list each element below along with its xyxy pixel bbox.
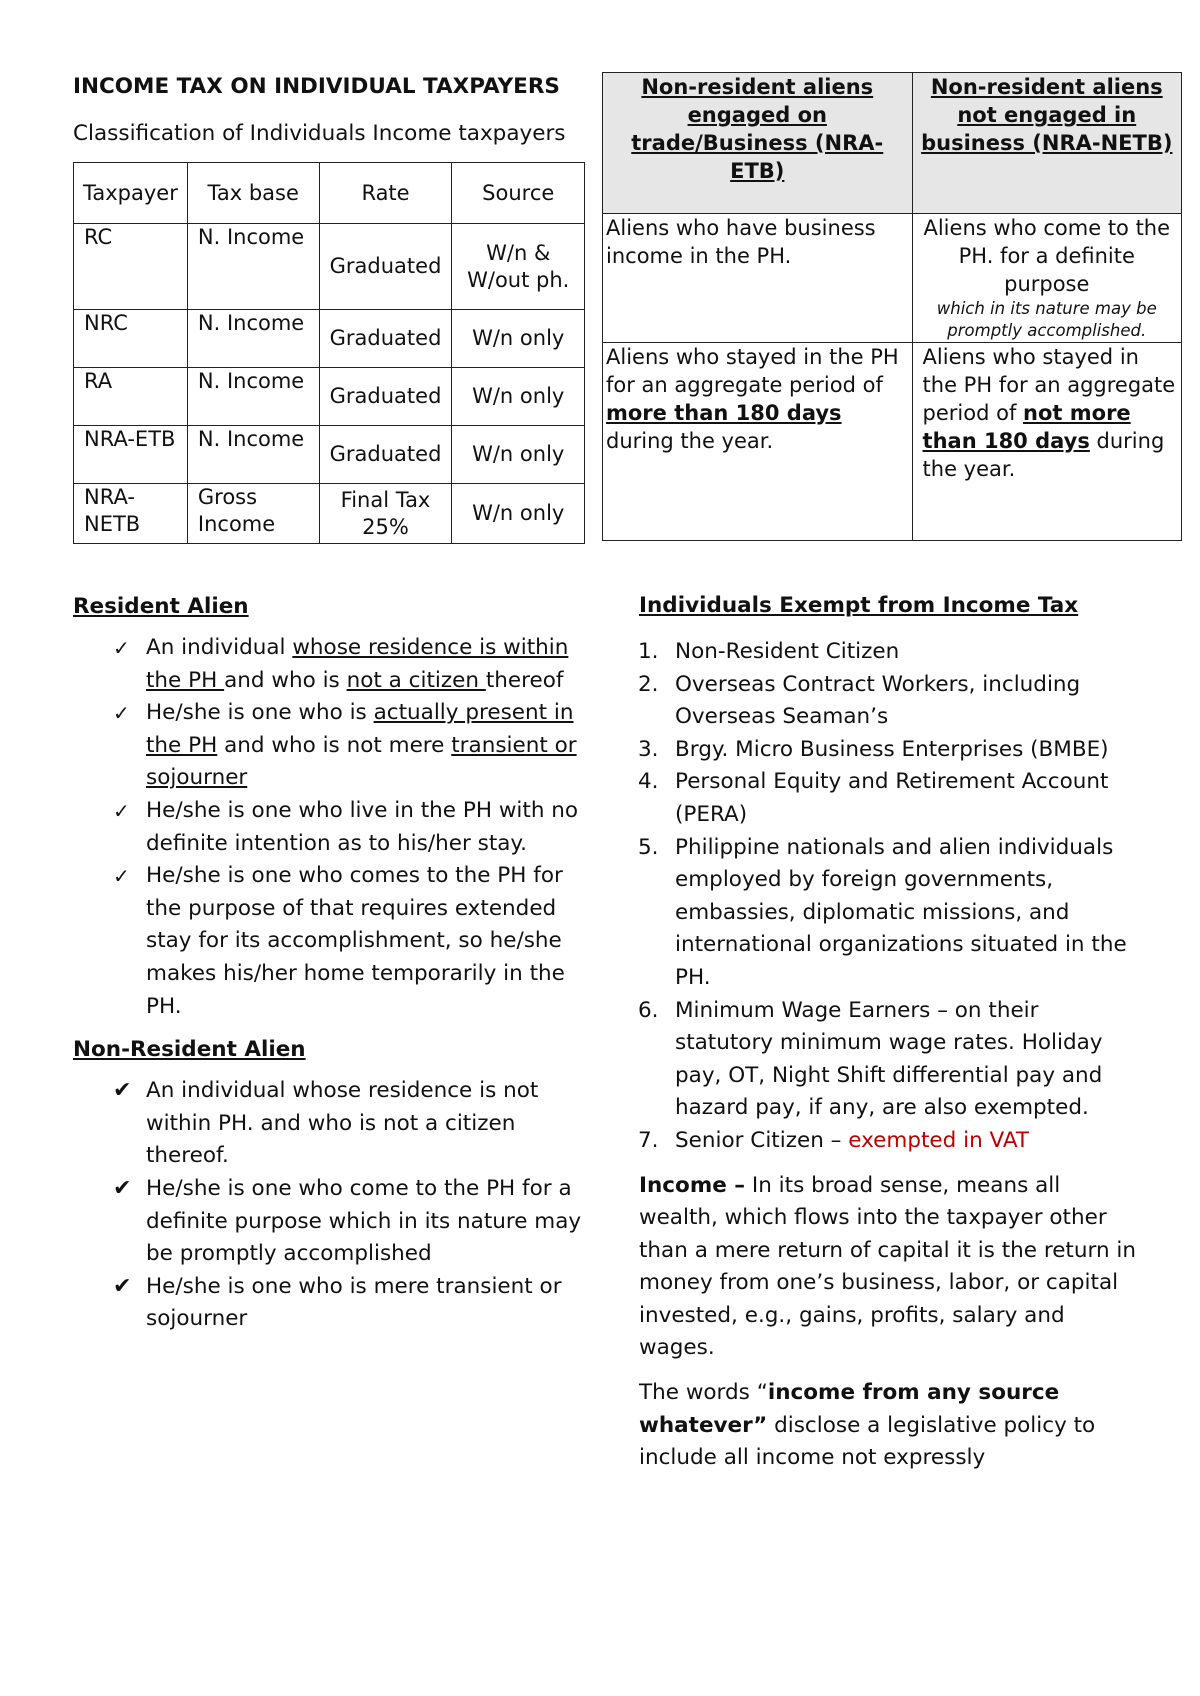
- non-resident-alien-section: [73, 1035, 593, 1336]
- cell-netb-definite-purpose: Aliens who come to the PH. for a definite purpose which in its nature may be promptly accomplished.: [912, 214, 1181, 343]
- resident-alien-section: [73, 592, 593, 1023]
- header-nra-netb: Non-resident aliens not engaged in business (NRA-NETB): [912, 73, 1181, 214]
- alien-table-header-row: [603, 73, 1182, 214]
- table-row: [74, 224, 585, 310]
- cell-rate: Graduated: [319, 368, 452, 426]
- cell-tax-base: N. Income: [187, 224, 319, 310]
- cell-etb-more-than-180-days: Aliens who stayed in the PH for an aggregate period of more than 180 days during the year.: [603, 343, 913, 541]
- cell-tax-base: N. Income: [187, 310, 319, 368]
- cell-rate: Graduated: [319, 426, 452, 484]
- cell-taxpayer: NRA-NETB: [74, 484, 188, 544]
- list-item: 7. Senior Citizen – exempted in VAT: [638, 1127, 1030, 1153]
- header-rate: Rate: [319, 163, 452, 224]
- checkmark-icon: ✓: [113, 798, 130, 823]
- checkmark-icon: ✓: [113, 701, 130, 726]
- subtitle: Classification of Individuals Income taxpayers: [73, 121, 566, 146]
- vat-note: exempted in VAT: [848, 1127, 1030, 1153]
- cell-rate: Final Tax 25%: [319, 484, 452, 544]
- table-row: [603, 214, 1182, 343]
- non-resident-alien-list: [73, 1075, 593, 1336]
- cell-taxpayer: RC: [74, 224, 188, 310]
- non-resident-alien-table: [602, 72, 1182, 541]
- cell-tax-base: N. Income: [187, 368, 319, 426]
- cell-rate: Graduated: [319, 310, 452, 368]
- taxpayer-classification-table: [73, 162, 585, 544]
- header-source: Source: [452, 163, 585, 224]
- list-item: ✔ He/she is one who is mere transient or sojourner: [73, 1271, 593, 1336]
- list-item: 6. Minimum Wage Earners – on their statutory minimum wage rates. Holiday pay, OT, Night Shift differential pay and hazard pay, if any, are also exempted.: [638, 997, 1103, 1121]
- header-tax-base: Tax base: [187, 163, 319, 224]
- table-header-row: [74, 163, 585, 224]
- exempt-heading: Individuals Exempt from Income Tax: [639, 593, 1079, 618]
- table-row: [74, 484, 585, 544]
- left-column: [73, 70, 593, 1336]
- resident-alien-heading: Resident Alien: [73, 594, 249, 619]
- cell-source: W/n only: [452, 368, 585, 426]
- income-from-any-source: The words “income from any source whatever” disclose a legislative policy to include all income not expressly: [639, 1380, 1096, 1471]
- list-item: 5. Philippine nationals and alien individuals employed by foreign governments, embassies, diplomatic missions, and international organizations situated in the PH.: [638, 834, 1127, 990]
- checkmark-icon: ✔: [113, 1175, 132, 1201]
- list-item: ✓ He/she is one who comes to the PH for the purpose of that requires extended stay for its accomplishment, so he/she makes his/her home temporarily in the PH.: [73, 860, 593, 1023]
- exempt-section: [639, 589, 1139, 1475]
- header-taxpayer: Taxpayer: [74, 163, 188, 224]
- table-row: [74, 310, 585, 368]
- cell-source: W/n only: [452, 426, 585, 484]
- note-promptly-accomplished: which in its nature may be promptly accomplished.: [936, 299, 1157, 340]
- list-item: 3. Brgy. Micro Business Enterprises (BMBE): [638, 736, 1109, 762]
- table-row: [603, 343, 1182, 541]
- exempt-list: [602, 636, 1139, 1158]
- cell-source: W/n & W/out ph.: [452, 224, 585, 310]
- table-row: [74, 426, 585, 484]
- cell-taxpayer: NRC: [74, 310, 188, 368]
- cell-netb-not-more-than-180-days: Aliens who stayed in the PH for an aggregate period of not more than 180 days during the year.: [912, 343, 1181, 541]
- list-item: 1. Non-Resident Citizen: [638, 639, 900, 664]
- cell-tax-base: Gross Income: [187, 484, 319, 544]
- cell-rate: Graduated: [319, 224, 452, 310]
- non-resident-alien-heading: Non-Resident Alien: [73, 1037, 306, 1063]
- page-title: INCOME TAX ON INDIVIDUAL TAXPAYERS: [73, 74, 560, 99]
- income-definition: Income – In its broad sense, means all wealth, which flows into the taxpayer other than a mere return of capital it is the return in money from one’s business, labor, or capital invested, e.g., gains, profits, salary and wages.: [639, 1172, 1136, 1361]
- table-row: [74, 368, 585, 426]
- list-item: 2. Overseas Contract Workers, including Overseas Seaman’s: [638, 671, 1081, 730]
- cell-tax-base: N. Income: [187, 426, 319, 484]
- right-column: [602, 72, 1182, 1475]
- cell-source: W/n only: [452, 310, 585, 368]
- list-item: ✓ He/she is one who live in the PH with no definite intention as to his/her stay.: [73, 795, 593, 860]
- cell-source: W/n only: [452, 484, 585, 544]
- list-item: ✔ An individual whose residence is not within PH. and who is not a citizen thereof.: [73, 1075, 593, 1173]
- list-item: 4. Personal Equity and Retirement Account (PERA): [638, 769, 1109, 827]
- resident-alien-list: [73, 632, 593, 1023]
- header-nra-etb: Non-resident aliens engaged on trade/Business (NRA-ETB): [603, 73, 913, 214]
- checkmark-icon: ✓: [113, 864, 130, 889]
- checkmark-icon: ✔: [113, 1273, 132, 1299]
- list-item: ✔ He/she is one who come to the PH for a definite purpose which in its nature may be promptly accomplished: [73, 1173, 593, 1271]
- cell-etb-business-income: Aliens who have business income in the PH.: [603, 214, 913, 343]
- cell-taxpayer: NRA-ETB: [74, 426, 188, 484]
- checkmark-icon: ✔: [113, 1078, 132, 1104]
- list-item: ✓ He/she is one who is actually present in the PH and who is not mere transient or sojourner: [73, 697, 593, 795]
- list-item: ✓ An individual whose residence is within the PH and who is not a citizen thereof: [73, 632, 593, 697]
- cell-taxpayer: RA: [74, 368, 188, 426]
- checkmark-icon: ✓: [113, 636, 130, 660]
